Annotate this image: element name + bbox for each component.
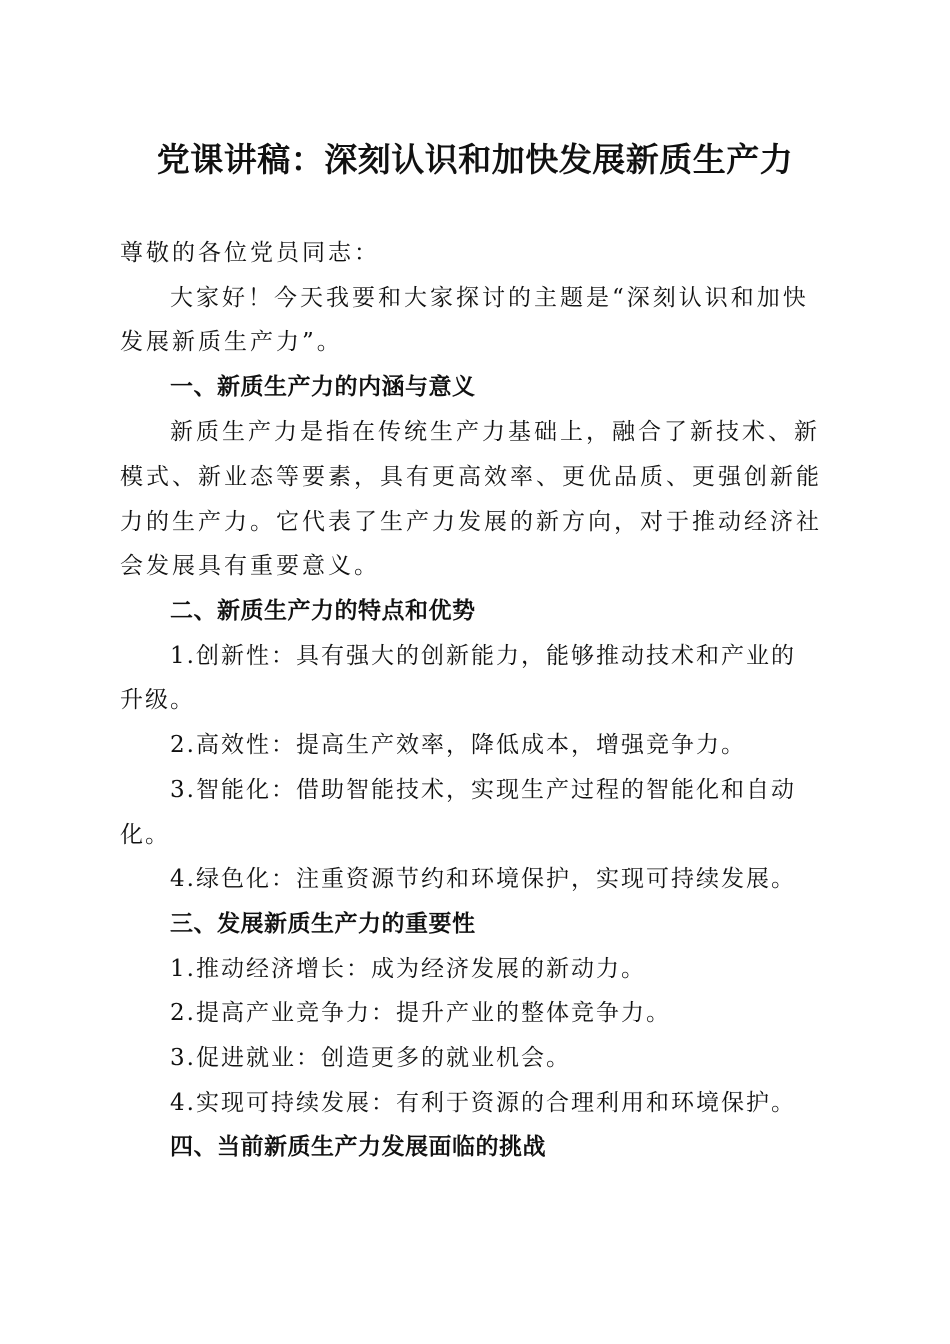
section-3-item-3: 3.促进就业：创造更多的就业机会。 [170,1045,571,1071]
section-2-heading: 二、新质生产力的特点和优势 [170,598,476,624]
section-1-line-3: 力的生产力。它代表了生产力发展的新方向，对于推动经济社 [120,509,822,535]
intro-line-2: 发展新质生产力”。 [120,329,343,355]
section-3-heading: 三、发展新质生产力的重要性 [170,911,476,937]
section-3-item-2: 2.提高产业竞争力：提升产业的整体竞争力。 [170,1000,671,1026]
section-3-item-1: 1.推动经济增长：成为经济发展的新动力。 [170,956,646,982]
section-1-line-1: 新质生产力是指在传统生产力基础上，融合了新技术、新 [170,419,820,445]
section-2-item-1-line-1: 1.创新性：具有强大的创新能力，能够推动技术和产业的 [170,643,796,669]
greeting: 尊敬的各位党员同志： [120,240,380,266]
section-2-item-3-line-1: 3.智能化：借助智能技术，实现生产过程的智能化和自动 [170,777,796,803]
section-2-item-2: 2.高效性：提高生产效率，降低成本，增强竞争力。 [170,732,746,758]
section-2-item-1-line-2: 升级。 [120,687,195,713]
section-1-line-2: 模式、新业态等要素，具有更高效率、更优品质、更强创新能 [120,464,822,490]
document-title: 党课讲稿：深刻认识和加快发展新质生产力 [156,140,794,179]
section-2-item-3-line-2: 化。 [120,822,170,848]
section-2-item-4: 4.绿色化：注重资源节约和环境保护，实现可持续发展。 [170,866,796,892]
section-1-heading: 一、新质生产力的内涵与意义 [170,374,476,400]
intro-line-1: 大家好！今天我要和大家探讨的主题是“深刻认识和加快 [170,285,809,311]
section-1-line-4: 会发展具有重要意义。 [120,553,380,579]
section-3-item-4: 4.实现可持续发展：有利于资源的合理利用和环境保护。 [170,1090,796,1116]
section-4-heading: 四、当前新质生产力发展面临的挑战 [170,1134,546,1160]
